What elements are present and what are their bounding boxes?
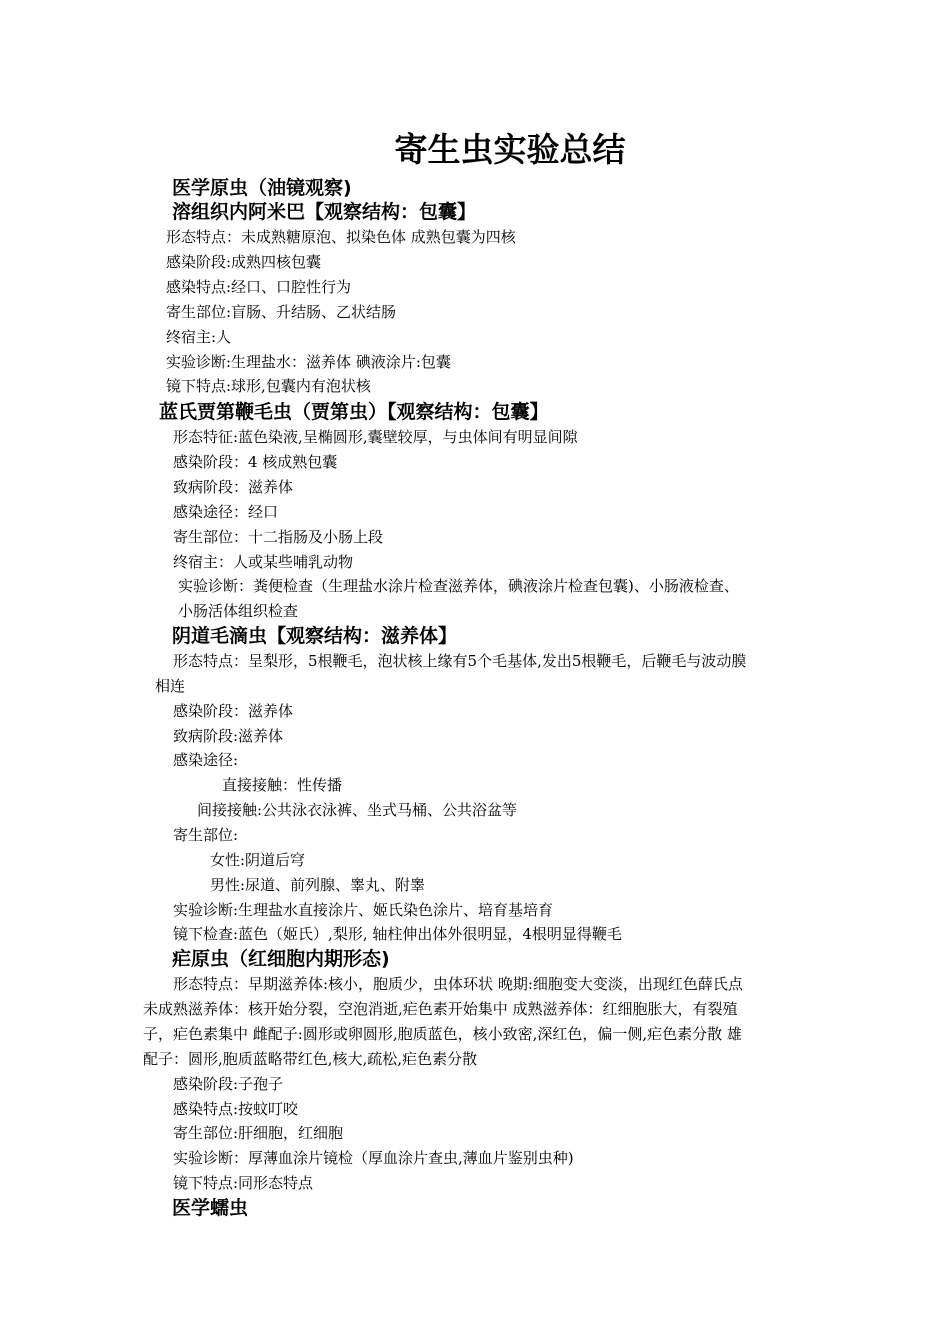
subsection-heading-trichomonas: 阴道毛滴虫【观察结构：滋养体】 bbox=[172, 625, 458, 647]
text-line: 配子：圆形,胞质蓝略带红色,核大,疏松,疟色素分散 bbox=[143, 1050, 478, 1068]
text-line: 镜下特点:同形态特点 bbox=[173, 1174, 314, 1192]
text-line: 实验诊断：粪便检查（生理盐水涂片检查滋养体，碘液涂片检查包囊)、小肠液检查、 bbox=[178, 577, 739, 595]
document-title: 寄生虫实验总结 bbox=[394, 130, 626, 169]
text-line: 致病阶段：滋养体 bbox=[173, 478, 294, 496]
section-heading-protozoa: 医学原虫（油镜观察) bbox=[172, 177, 352, 199]
text-line: 形态特点：呈梨形，5根鞭毛，泡状核上缘有5个毛基体,发出5根鞭毛，后鞭毛与波动膜 bbox=[173, 652, 747, 670]
text-line: 致病阶段:滋养体 bbox=[173, 727, 284, 745]
text-line: 女性:阴道后穹 bbox=[210, 851, 306, 869]
text-line: 感染途径: bbox=[173, 751, 239, 769]
text-line: 形态特点：早期滋养体:核小，胞质少，虫体环状 晚期:细胞变大变淡，出现红色薛氏点 bbox=[173, 975, 743, 993]
text-line: 感染特点:按蚊叮咬 bbox=[173, 1100, 299, 1118]
text-line: 形态特点：未成熟糖原泡、拟染色体 成熟包囊为四核 bbox=[166, 228, 516, 246]
text-line: 寄生部位:盲肠、升结肠、乙状结肠 bbox=[166, 303, 397, 321]
subsection-heading-giardia: 蓝氏贾第鞭毛虫（贾第虫）【观察结构：包囊】 bbox=[159, 401, 549, 423]
text-line: 终宿主：人或某些哺乳动物 bbox=[173, 553, 354, 571]
text-line: 寄生部位: bbox=[173, 826, 239, 844]
text-line: 寄生部位:肝细胞，红细胞 bbox=[173, 1124, 344, 1142]
text-line: 镜下检查:蓝色（姬氏）,梨形, 轴柱伸出体外很明显，4根明显得鞭毛 bbox=[173, 925, 622, 943]
text-line: 实验诊断:生理盐水直接涂片、姬氏染色涂片、培育基培育 bbox=[173, 901, 554, 919]
text-line: 子，疟色素集中 雌配子:圆形或卵圆形,胞质蓝色，核小致密,深红色，偏一侧,疟色素分散 雄 bbox=[143, 1025, 742, 1043]
text-line: 镜下特点:球形,包囊内有泡状核 bbox=[166, 377, 371, 395]
text-line: 间接接触:公共泳衣泳裤、坐式马桶、公共浴盆等 bbox=[197, 801, 518, 819]
text-line: 形态特征:蓝色染液,呈椭圆形,囊壁较厚，与虫体间有明显间隙 bbox=[173, 428, 578, 446]
text-line: 小肠活体组织检查 bbox=[178, 602, 299, 620]
text-line: 男性:尿道、前列腺、睾丸、附睾 bbox=[210, 876, 426, 894]
text-line: 相连 bbox=[155, 677, 186, 695]
section-heading-helminths: 医学蠕虫 bbox=[172, 1197, 249, 1219]
text-line: 感染特点:经口、口腔性行为 bbox=[166, 278, 352, 296]
text-line: 实验诊断：厚薄血涂片镜检（厚血涂片查虫,薄血片鉴别虫种) bbox=[173, 1149, 574, 1167]
text-line: 感染途径：经口 bbox=[173, 503, 279, 521]
text-line: 实验诊断:生理盐水：滋养体 碘液涂片:包囊 bbox=[166, 353, 451, 371]
text-line: 未成熟滋养体：核开始分裂，空泡消逝,疟色素开始集中 成熟滋养体：红细胞胀大，有裂殖 bbox=[143, 1000, 738, 1018]
text-line: 感染阶段：4 核成熟包囊 bbox=[173, 453, 338, 471]
text-line: 直接接触：性传播 bbox=[222, 776, 343, 794]
subsection-heading-plasmodium: 疟原虫（红细胞内期形态) bbox=[172, 948, 390, 970]
text-line: 感染阶段：滋养体 bbox=[173, 702, 294, 720]
text-line: 感染阶段:成熟四核包囊 bbox=[166, 253, 322, 271]
text-line: 终宿主:人 bbox=[166, 328, 232, 346]
subsection-heading-entamoeba: 溶组织内阿米巴【观察结构：包囊】 bbox=[172, 201, 477, 223]
text-line: 感染阶段:子孢子 bbox=[173, 1075, 284, 1093]
text-line: 寄生部位：十二指肠及小肠上段 bbox=[173, 528, 384, 546]
